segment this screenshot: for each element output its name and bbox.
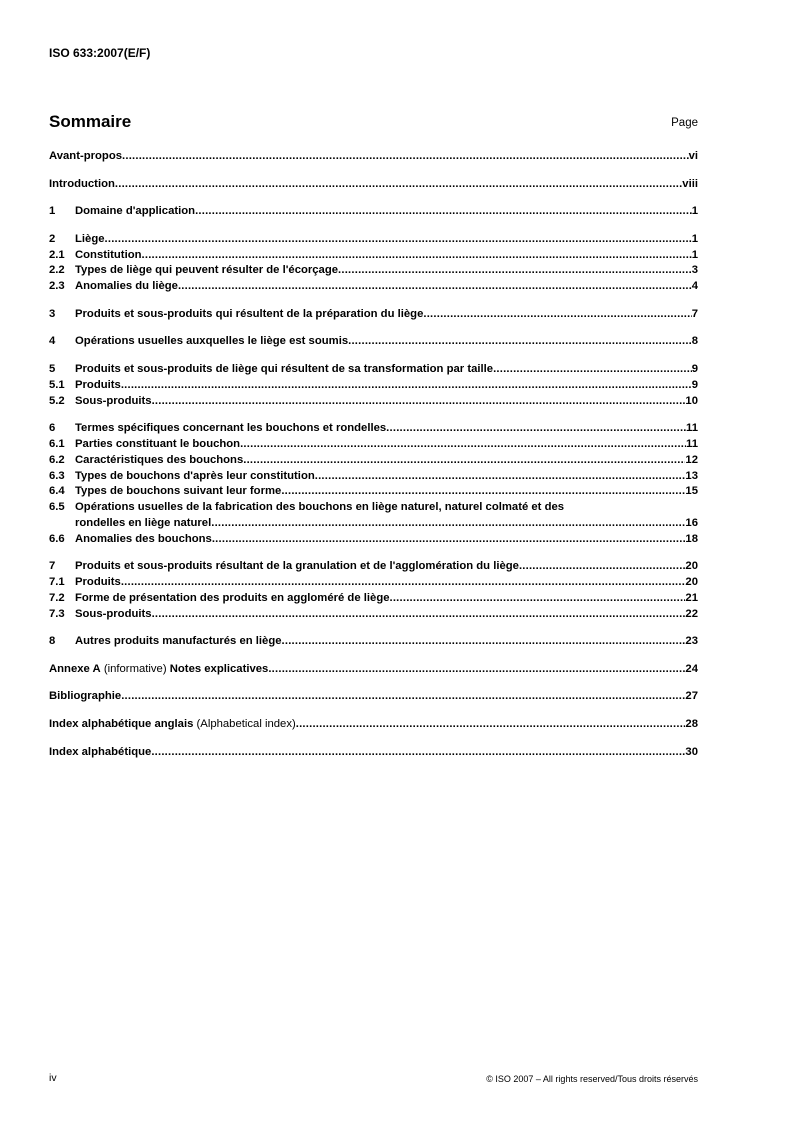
toc-entry-page: 1 bbox=[691, 248, 698, 261]
toc-entry-5-1[interactable] bbox=[49, 378, 698, 394]
toc-entry-title: Domaine d'application bbox=[75, 205, 196, 218]
toc-entry-title: Bibliographie bbox=[49, 690, 122, 703]
toc-entry-2-2[interactable] bbox=[49, 263, 698, 279]
toc-entry-introduction[interactable] bbox=[49, 177, 698, 193]
toc-entry-title: Constitution bbox=[75, 248, 142, 261]
toc-entry-7[interactable] bbox=[49, 559, 698, 575]
toc-entry-title: Anomalies des bouchons bbox=[75, 532, 212, 545]
toc-entry-page: 15 bbox=[685, 485, 698, 498]
toc-entry-title: Introduction bbox=[49, 177, 115, 190]
toc-entry-number: 2.1 bbox=[49, 248, 65, 261]
toc-entry-number: 6 bbox=[49, 422, 56, 435]
toc-entry-number: 6.3 bbox=[49, 469, 65, 482]
footer-page-number: iv bbox=[49, 1072, 57, 1084]
toc-entry-6-4[interactable] bbox=[49, 484, 698, 500]
toc-entry-6-6[interactable] bbox=[49, 532, 698, 548]
toc-entry-avant-propos[interactable] bbox=[49, 149, 698, 165]
toc-entry-page: 28 bbox=[685, 718, 698, 731]
toc-entry-number: 7.3 bbox=[49, 607, 65, 620]
toc-entry-title: Index alphabétique anglais bbox=[49, 718, 194, 731]
dot-leader bbox=[122, 149, 689, 165]
dot-leader bbox=[105, 232, 692, 248]
toc-entry-page: 24 bbox=[685, 662, 698, 675]
toc-entry-title: Types de bouchons suivant leur forme bbox=[75, 485, 282, 498]
toc-entry-number: 8 bbox=[49, 635, 56, 648]
toc-entry-2-3[interactable] bbox=[49, 279, 698, 295]
toc-entry-6-1[interactable] bbox=[49, 437, 698, 453]
toc-entry-number: 6.6 bbox=[49, 532, 65, 545]
footer-copyright: © ISO 2007 – All rights reserved/Tous droits réservés bbox=[486, 1074, 698, 1084]
dot-leader bbox=[195, 204, 692, 220]
toc-entry-page: 3 bbox=[691, 264, 698, 277]
toc-entry-number: 6.5 bbox=[49, 501, 65, 514]
toc-entry-title: Types de bouchons d'après leur constitution bbox=[75, 469, 315, 482]
document-id: ISO 633:2007(E/F) bbox=[49, 46, 151, 60]
toc-entry-number: 1 bbox=[49, 205, 56, 218]
toc-entry-page: vi bbox=[688, 150, 698, 162]
dot-leader bbox=[212, 532, 686, 548]
toc-entry-7-2[interactable] bbox=[49, 591, 698, 607]
toc-entry-page: 4 bbox=[691, 280, 698, 293]
toc-entry-page: 22 bbox=[685, 607, 698, 620]
toc-entry-annex-title: Notes explicatives bbox=[169, 662, 269, 675]
dot-leader bbox=[152, 607, 686, 623]
toc-entry-title: Produits et sous-produits résultant de la granulation et de l'agglomération du liège bbox=[75, 560, 519, 573]
toc-entry-bibliographie[interactable] bbox=[49, 689, 698, 705]
toc-entry-2-1[interactable] bbox=[49, 248, 698, 264]
toc-entry-number: 6.2 bbox=[49, 453, 65, 466]
toc-entry-number: 2.3 bbox=[49, 280, 65, 293]
toc-entry-title: Avant-propos bbox=[49, 150, 123, 162]
toc-entry-number: 5.2 bbox=[49, 394, 65, 407]
toc-entry-number: 2 bbox=[49, 232, 56, 245]
toc-entry-page: 16 bbox=[685, 516, 698, 529]
toc-entry-3[interactable] bbox=[49, 307, 698, 323]
toc-entry-7-3[interactable] bbox=[49, 607, 698, 623]
dot-leader bbox=[348, 334, 692, 350]
dot-leader bbox=[243, 453, 685, 469]
toc-entry-page: 21 bbox=[685, 591, 698, 604]
toc-entry-page: 12 bbox=[685, 453, 698, 466]
toc-entry-title: Caractéristiques des bouchons bbox=[75, 453, 244, 466]
toc-entry-8[interactable] bbox=[49, 634, 698, 650]
toc-entry-index-anglais[interactable] bbox=[49, 717, 698, 733]
toc-entry-6-2[interactable] bbox=[49, 453, 698, 469]
toc-entry-subtitle: (Alphabetical index) bbox=[193, 718, 296, 731]
toc-entry-6-5[interactable] bbox=[49, 500, 698, 532]
toc-entry-title: Autres produits manufacturés en liège bbox=[75, 635, 282, 648]
toc-entry-title: Sous-produits bbox=[75, 607, 152, 620]
toc-entry-page: 30 bbox=[685, 745, 698, 758]
toc-entry-7-1[interactable] bbox=[49, 575, 698, 591]
toc-entry-title: Types de liège qui peuvent résulter de l'écorçage bbox=[75, 264, 339, 277]
toc-entry-title: Anomalies du liège bbox=[75, 280, 178, 293]
toc-entry-page: 1 bbox=[691, 205, 698, 218]
dot-leader bbox=[121, 378, 692, 394]
toc-entry-title: Sous-produits bbox=[75, 394, 152, 407]
toc-entry-page: 27 bbox=[685, 690, 698, 703]
toc-entry-number: 2.2 bbox=[49, 264, 65, 277]
toc-entry-number: 5.1 bbox=[49, 378, 65, 391]
toc-entry-title: Liège bbox=[75, 232, 105, 245]
dot-leader bbox=[268, 662, 685, 678]
toc-entry-page: 11 bbox=[686, 422, 698, 435]
toc-entry-page: 8 bbox=[691, 335, 698, 348]
dot-leader bbox=[519, 559, 685, 575]
toc-entry-number: 6.4 bbox=[49, 485, 65, 498]
dot-leader bbox=[423, 307, 691, 323]
toc-entry-title: Produits et sous-produits qui résultent de la préparation du liège bbox=[75, 307, 424, 320]
dot-leader bbox=[281, 484, 685, 500]
dot-leader bbox=[115, 177, 682, 193]
toc-entry-title-line2: rondelles en liège naturel bbox=[75, 516, 212, 529]
toc-entry-page: 10 bbox=[685, 394, 698, 407]
toc-entry-5-2[interactable] bbox=[49, 394, 698, 410]
toc-entry-page: 13 bbox=[685, 469, 698, 482]
dot-leader bbox=[142, 248, 692, 264]
toc-entry-title: Annexe A bbox=[49, 662, 101, 675]
toc-entry-title: Opérations usuelles auxquelles le liège est soumis bbox=[75, 335, 349, 348]
dot-leader bbox=[296, 717, 686, 733]
toc-entry-title: Forme de présentation des produits en aggloméré de liège bbox=[75, 591, 390, 604]
toc-entry-number: 3 bbox=[49, 307, 56, 320]
dot-leader bbox=[282, 634, 686, 650]
toc-entry-number: 7 bbox=[49, 560, 56, 573]
toc-entry-number: 6.1 bbox=[49, 437, 65, 450]
toc-entry-page: 23 bbox=[685, 635, 698, 648]
toc-entry-number: 7.1 bbox=[49, 576, 65, 589]
toc-entry-number: 7.2 bbox=[49, 591, 65, 604]
toc-entry-page: 7 bbox=[691, 307, 698, 320]
toc-entry-index-alphabetique[interactable] bbox=[49, 745, 698, 761]
dot-leader bbox=[211, 516, 685, 532]
dot-leader bbox=[390, 591, 686, 607]
toc-entry-page: 9 bbox=[691, 362, 698, 375]
toc-entry-annex-type: (informative) bbox=[100, 662, 170, 675]
toc-entry-2[interactable] bbox=[49, 232, 698, 248]
toc-entry-title: Produits et sous-produits de liège qui résultent de sa transformation par taille bbox=[75, 362, 494, 375]
table-of-contents bbox=[49, 149, 698, 760]
toc-entry-page: 9 bbox=[691, 378, 698, 391]
toc-entry-5[interactable] bbox=[49, 362, 698, 378]
toc-entry-page: 20 bbox=[685, 560, 698, 573]
toc-entry-page: 18 bbox=[685, 532, 698, 545]
toc-entry-1[interactable] bbox=[49, 204, 698, 220]
toc-entry-title: Parties constituant le bouchon bbox=[75, 437, 241, 450]
toc-entry-6[interactable] bbox=[49, 421, 698, 437]
toc-entry-page: 11 bbox=[686, 437, 698, 450]
toc-entry-number: 5 bbox=[49, 362, 56, 375]
toc-entry-title: Termes spécifiques concernant les bouchons et rondelles bbox=[75, 422, 387, 435]
toc-entry-title: Produits bbox=[75, 576, 121, 589]
toc-entry-number: 4 bbox=[49, 335, 56, 348]
toc-entry-annex-a[interactable] bbox=[49, 662, 698, 678]
dot-leader bbox=[493, 362, 692, 378]
dot-leader bbox=[315, 469, 686, 485]
dot-leader bbox=[151, 745, 685, 761]
toc-entry-title: Index alphabétique bbox=[49, 745, 152, 758]
toc-title: Sommaire bbox=[49, 112, 132, 131]
dot-leader bbox=[178, 279, 692, 295]
dot-leader bbox=[121, 575, 686, 591]
toc-entry-page: viii bbox=[682, 177, 698, 190]
dot-leader bbox=[121, 689, 685, 705]
dot-leader bbox=[386, 421, 686, 437]
dot-leader bbox=[152, 394, 686, 410]
toc-entry-4[interactable] bbox=[49, 334, 698, 350]
toc-entry-page: 20 bbox=[685, 576, 698, 589]
toc-entry-page: 1 bbox=[691, 232, 698, 245]
dot-leader bbox=[240, 437, 686, 453]
toc-entry-title: Produits bbox=[75, 378, 121, 391]
page-column-label: Page bbox=[671, 117, 698, 129]
toc-entry-title-line1: Opérations usuelles de la fabrication des bouchons en liège naturel, naturel colmaté et des bbox=[75, 501, 565, 514]
toc-entry-6-3[interactable] bbox=[49, 469, 698, 485]
dot-leader bbox=[338, 263, 692, 279]
